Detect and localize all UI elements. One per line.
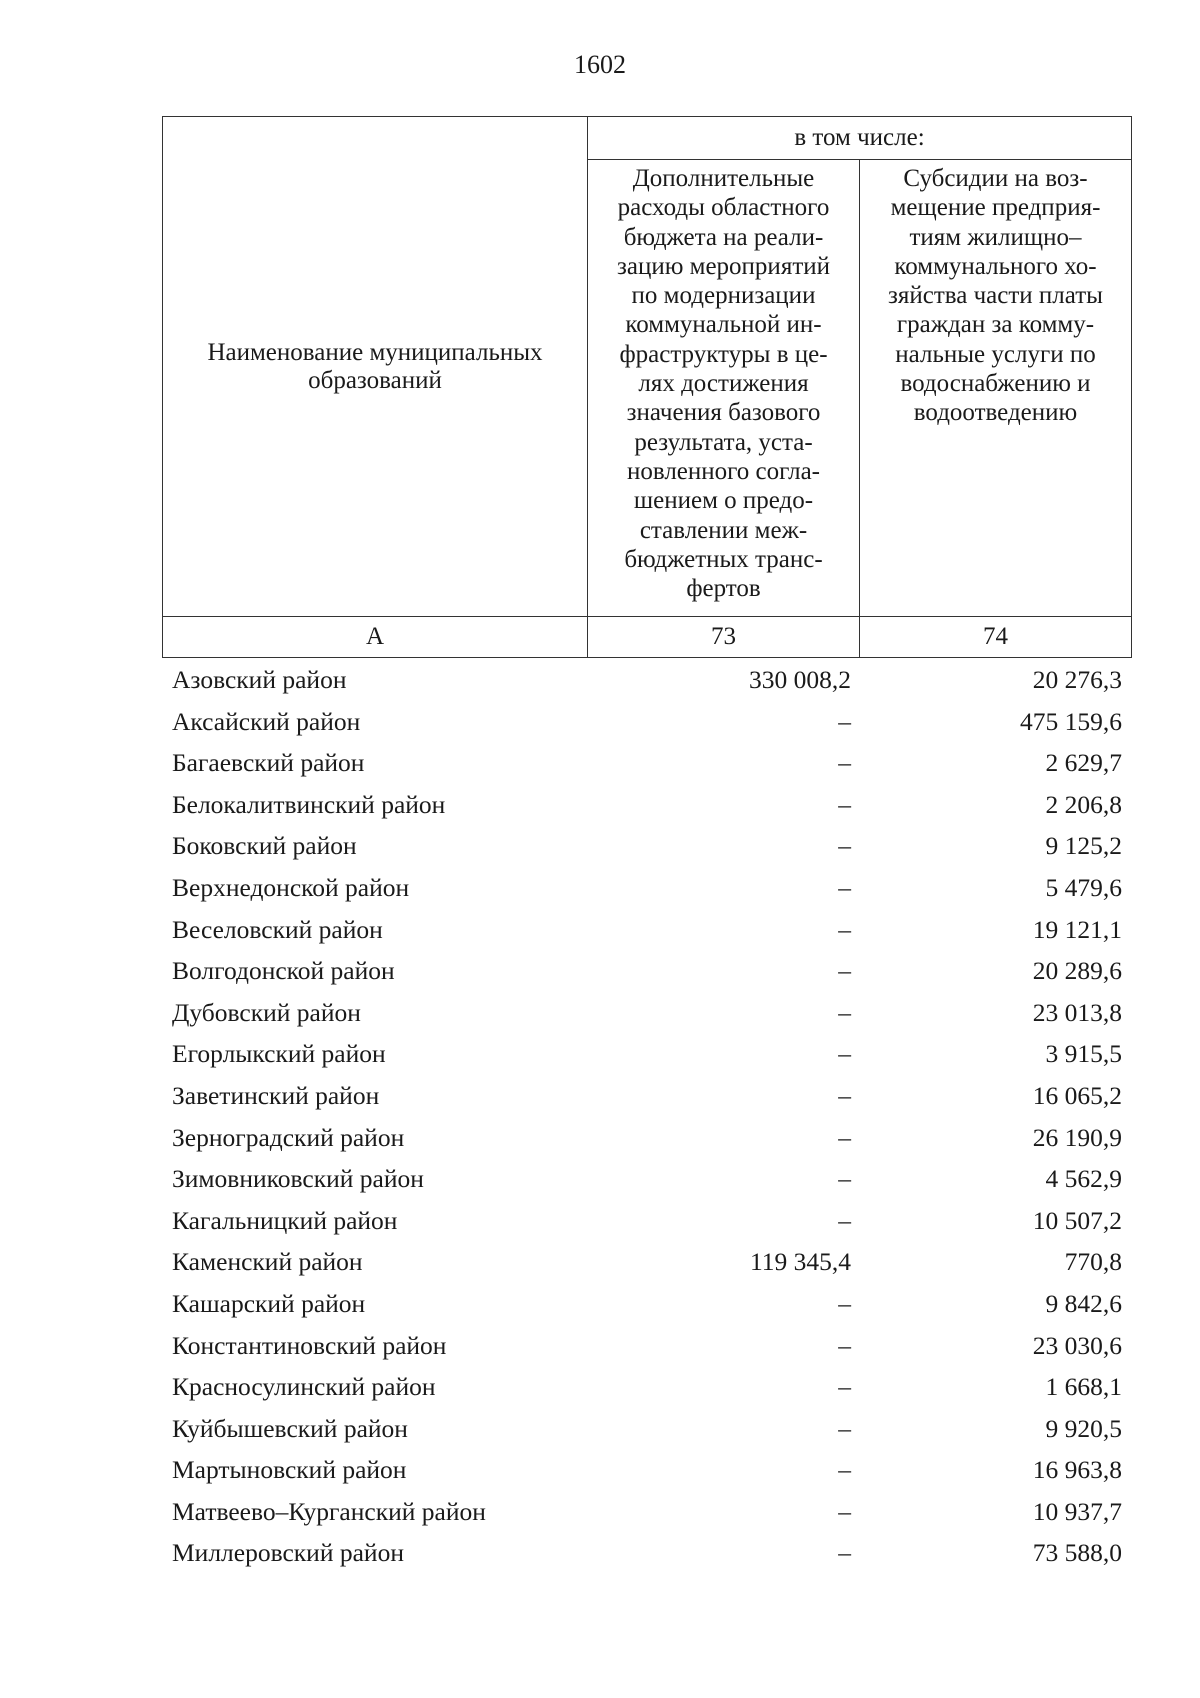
row-value-73: – [838,1164,851,1194]
row-value-73: – [838,872,851,902]
table-row [172,701,1122,743]
row-value-73: – [838,1372,851,1402]
header-col-73-line: зацию мероприятий [616,252,830,280]
row-value-73: – [838,1122,851,1152]
row-name: Каменский район [172,1247,363,1277]
row-value-74: 4 562,9 [1045,1164,1122,1194]
row-value-74: 20 276,3 [1032,665,1122,694]
page-number: 1602 [574,50,626,79]
table-row [172,659,1122,701]
row-value-74: 475 159,6 [1020,706,1122,736]
table-row [172,1241,1122,1283]
table-row [172,867,1122,909]
header-col-74-line: водоотведению [913,399,1078,427]
row-value-73: – [838,1413,851,1443]
header-col-73-line: коммунальной ин- [625,311,822,339]
row-value-73: – [838,956,851,986]
table-row [172,1325,1122,1367]
row-value-73: – [838,1330,851,1360]
row-value-74: 2 629,7 [1045,748,1122,778]
row-value-74: 20 289,6 [1032,956,1122,986]
header-col-74-line: Субсидии на воз- [903,165,1088,192]
header-including: в том числе: [588,117,1132,160]
header-col-73-line: расходы областного [617,194,830,222]
row-name: Красносулинский район [172,1372,436,1402]
table-row [172,1033,1122,1075]
row-value-73: – [838,997,851,1027]
header-name-label: Наименование муниципальных образований [207,338,543,394]
table-row [172,742,1122,784]
table-row [172,825,1122,867]
index-73: 73 [588,617,860,658]
header-col-73-line: значения базового [626,399,821,427]
row-name: Кагальницкий район [172,1205,398,1235]
header-col-74-line: зяйства части платы [888,282,1103,310]
row-value-74: 73 588,0 [1032,1538,1122,1568]
row-name: Кашарский район [172,1288,366,1318]
row-value-73: – [838,706,851,736]
row-value-73: – [838,1205,851,1235]
header-col-74-line: тиям жилищно– [909,223,1082,251]
table-row [172,909,1122,951]
row-value-74: 9 125,2 [1045,831,1122,861]
table-row [172,784,1122,826]
header-col-73-line: новленного согла- [626,457,821,485]
row-value-74: 23 030,6 [1032,1330,1122,1360]
table-row [172,1532,1122,1574]
header-col-73-line: фраструктуры в це- [619,340,828,368]
header-name-column [163,117,588,617]
header-col-73-line: Дополнительные [632,165,815,192]
row-value-73: – [838,1455,851,1485]
row-value-73: – [838,1538,851,1568]
table-row [172,1491,1122,1533]
table-row [172,1117,1122,1159]
header-col-73-line: по модернизации [631,282,816,310]
row-name: Волгодонской район [172,956,395,986]
row-value-73: 330 008,2 [749,665,851,694]
row-value-73: – [838,831,851,861]
row-value-74: 16 065,2 [1032,1080,1122,1110]
row-name: Веселовский район [172,914,383,944]
header-col-73-line: ставлении меж- [639,516,808,544]
row-name: Егорлыкский район [172,1039,386,1069]
header-col-74-line: мещение предприя- [890,194,1101,222]
table-row [172,1366,1122,1408]
row-value-74: 10 507,2 [1032,1205,1122,1235]
row-name: Дубовский район [172,997,361,1027]
index-74: 74 [860,617,1132,658]
row-value-74: 9 842,6 [1045,1288,1122,1318]
header-col-73 [588,160,860,617]
row-name: Куйбышевский район [172,1413,408,1443]
header-col-74-line: водоснабжению и [900,370,1091,398]
row-name: Мартыновский район [172,1455,407,1485]
row-value-73: 119 345,4 [749,1247,851,1277]
row-value-74: 2 206,8 [1045,789,1122,819]
row-value-73: – [838,1080,851,1110]
header-col-74-line: коммунального хо- [894,252,1097,280]
row-name: Зерноградский район [172,1122,405,1152]
row-value-74: 10 937,7 [1032,1496,1122,1526]
row-value-74: 26 190,9 [1032,1122,1122,1152]
row-value-74: 1 668,1 [1045,1372,1122,1402]
row-value-74: 16 963,8 [1032,1455,1122,1485]
row-name: Константиновский район [172,1330,447,1360]
row-name: Боковский район [172,831,357,861]
table-row [172,992,1122,1034]
table-row [172,1449,1122,1491]
table-row [172,1408,1122,1450]
row-name: Миллеровский район [172,1538,404,1568]
table-row [172,1200,1122,1242]
row-value-73: – [838,1039,851,1069]
row-value-73: – [838,1288,851,1318]
header-col-74-line: граждан за комму- [896,311,1095,339]
row-value-73: – [838,748,851,778]
row-value-74: 9 920,5 [1045,1413,1122,1443]
header-col-73-line: бюджетных транс- [624,545,823,573]
row-value-74: 3 915,5 [1045,1039,1122,1069]
row-name: Аксайский район [172,706,361,736]
row-value-73: – [838,1496,851,1526]
row-name: Азовский район [172,665,347,694]
header-col-73-line: лях достижения [638,370,809,398]
header-col-74 [860,160,1132,617]
header-col-74-line: нальные услуги по [895,340,1096,368]
data-rows [172,659,1122,1574]
header-col-73-line: результата, уста- [634,428,813,456]
row-value-73: – [838,914,851,944]
header-col-73-line: бюджета на реали- [623,223,824,251]
row-name: Верхнедонской район [172,872,410,902]
row-name: Багаевский район [172,748,365,778]
table-header [162,116,1132,658]
row-value-74: 23 013,8 [1032,997,1122,1027]
table-row [172,950,1122,992]
table-row [172,1075,1122,1117]
table-row [172,1158,1122,1200]
row-value-74: 19 121,1 [1032,914,1122,944]
row-value-73: – [838,789,851,819]
header-col-73-line: фертов [686,575,761,603]
row-name: Матвеево–Курганский район [172,1496,486,1526]
index-name: А [163,617,588,658]
row-value-74: 770,8 [1064,1247,1122,1277]
header-col-73-line: шением о предо- [633,487,814,515]
row-name: Зимовниковский район [172,1164,424,1194]
table-row [172,1283,1122,1325]
row-name: Белокалитвинский район [172,789,446,819]
row-value-74: 5 479,6 [1045,872,1122,902]
row-name: Заветинский район [172,1080,380,1110]
